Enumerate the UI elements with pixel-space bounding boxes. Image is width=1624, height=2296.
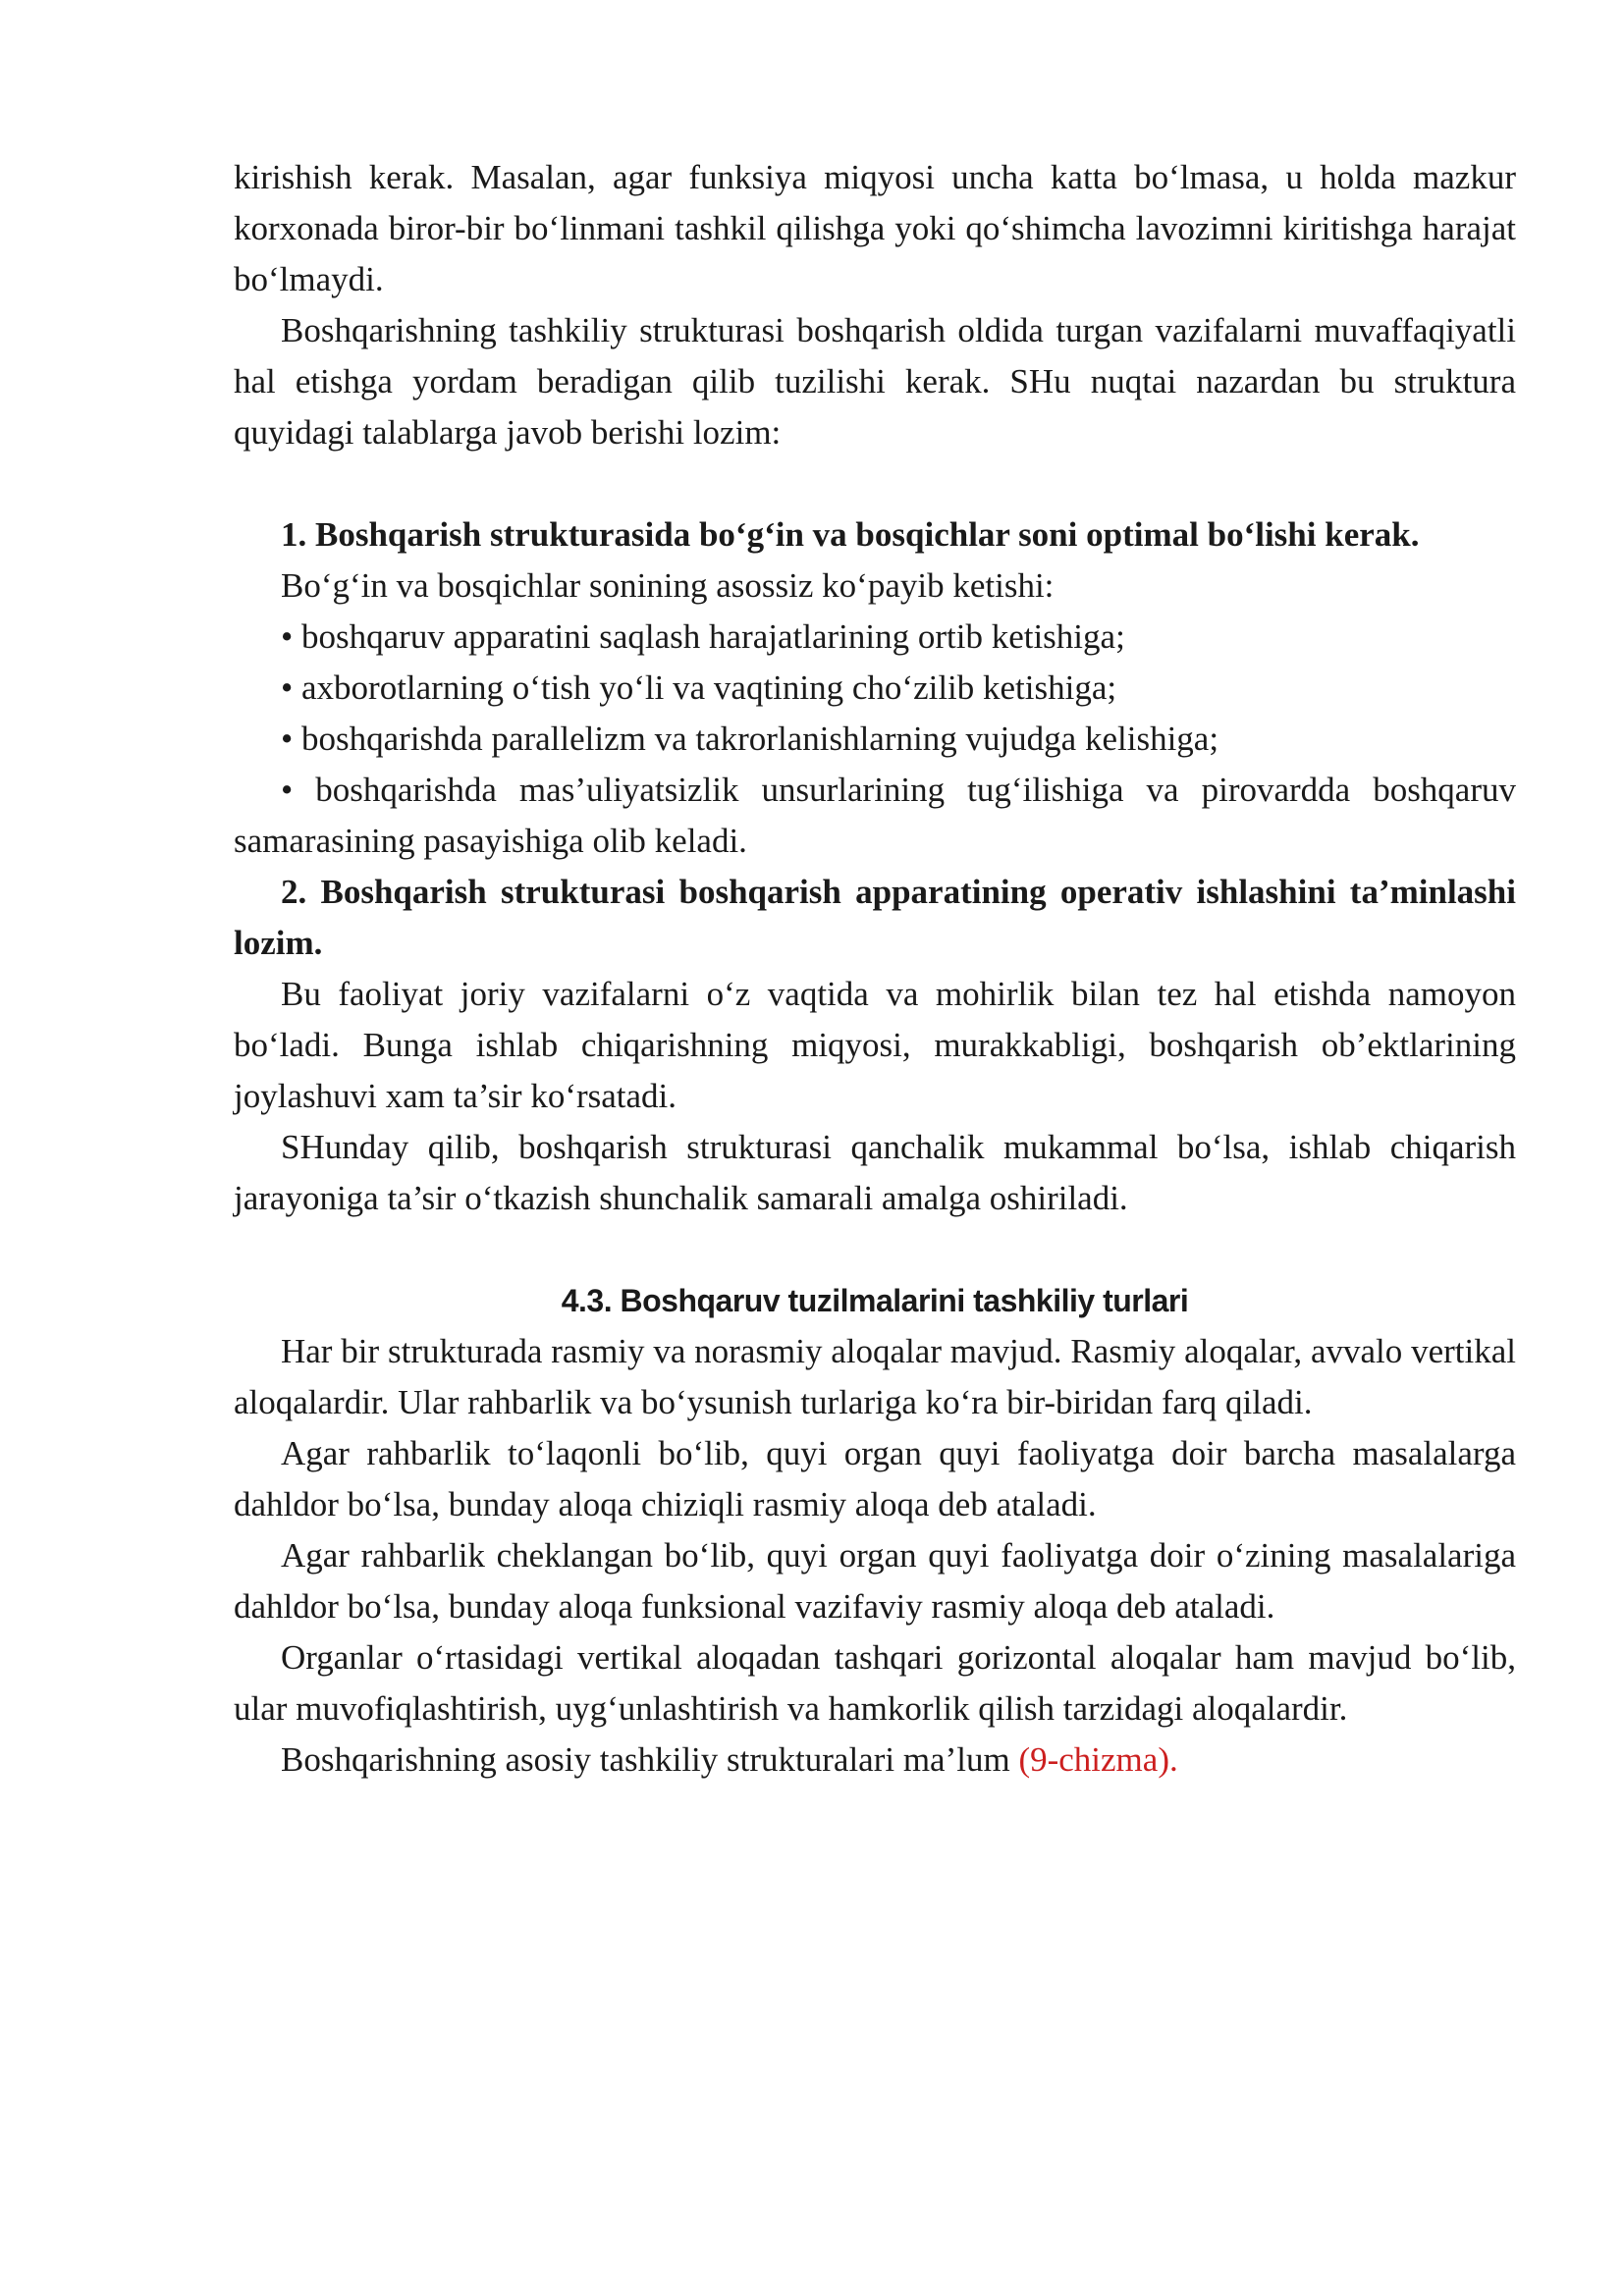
bullet-item-costs: • boshqaruv apparatini saqlash harajatlarining ortib ketishiga;: [281, 617, 1125, 656]
section-spacer: [234, 1224, 1516, 1275]
paragraph-formal-links: Har bir strukturada rasmiy va norasmiy aloqalar mavjud. Rasmiy aloqalar, avvalo vertikal aloqalardir. Ular rahbarlik va bo‘ysunish turlariga ko‘ra bir-biridan farq qiladi.: [234, 1332, 1516, 1421]
section-title: 4.3. Boshqaruv tuzilmalarini tashkiliy turlari: [561, 1283, 1189, 1318]
paragraph-main-structures: [234, 1735, 1516, 1786]
paragraph-spacer: [234, 458, 1516, 509]
paragraph-structure-requirements: Boshqarishning tashkiliy strukturasi boshqarish oldida turgan vazifalarni muvaffaqiyatli hal etishga yordam beradigan qilib tuzilishi kerak. SHu nuqtai nazardan bu struktura quyidagi talablarga javob berishi lozim:: [234, 311, 1516, 452]
paragraph-main-structures-text: Boshqarishning asosiy tashkiliy strukturalari ma’lum: [281, 1740, 1019, 1779]
paragraph-conclusion: SHunday qilib, boshqarish strukturasi qanchalik mukammal bo‘lsa, ishlab chiqarish jarayoniga ta’sir o‘tkazish shunchalik samarali amalga oshiriladi.: [234, 1128, 1516, 1217]
requirement-heading-1: 1. Boshqarish strukturasida bo‘g‘in va bosqichlar soni optimal bo‘lishi kerak.: [281, 515, 1420, 554]
requirement-heading-2: 2. Boshqarish strukturasi boshqarish apparatining operativ ishlashini ta’minlashi lozim.: [234, 873, 1516, 962]
paragraph-functional-link: Agar rahbarlik cheklangan bo‘lib, quyi organ quyi faoliyatga doir o‘zining masalalariga dahldor bo‘lsa, bunday aloqa funksional vazifaviy rasmiy aloqa deb ataladi.: [234, 1536, 1516, 1626]
paragraph-continuation: kirishish kerak. Masalan, agar funksiya miqyosi uncha katta bo‘lmasa, u holda mazkur korxonada biror-bir bo‘linmani tashkil qilishga yoki qo‘shimcha lavozimni kiritishga harajat bo‘lmaydi.: [234, 158, 1516, 298]
document-body: [234, 152, 1516, 1786]
paragraph-consequences-intro: Bo‘g‘in va bosqichlar sonining asossiz ko‘payib ketishi:: [281, 566, 1055, 605]
paragraph-horizontal-links: Organlar o‘rtasidagi vertikal aloqadan tashqari gorizontal aloqalar ham mavjud bo‘lib, ular muvofiqlashtirish, uyg‘unlashtirish va hamkorlik qilish tarzidagi aloqalardir.: [234, 1638, 1516, 1728]
figure-reference: (9-chizma).: [1018, 1740, 1178, 1779]
paragraph-linear-link: Agar rahbarlik to‘laqonli bo‘lib, quyi organ quyi faoliyatga doir barcha masalalarga dahldor bo‘lsa, bunday aloqa chiziqli rasmiy aloqa deb ataladi.: [234, 1434, 1516, 1523]
bullet-item-irresponsibility: • boshqarishda mas’uliyatsizlik unsurlarining tug‘ilishiga va pirovardda boshqaruv samarasining pasayishiga olib keladi.: [234, 771, 1516, 860]
paragraph-operative-activity: Bu faoliyat joriy vazifalarni o‘z vaqtida va mohirlik bilan tez hal etishda namoyon bo‘ladi. Bunga ishlab chiqarishning miqyosi, murakkabligi, boshqarish ob’ektlarining joylashuvi xam ta’sir ko‘rsatadi.: [234, 975, 1516, 1115]
bullet-item-information-path: • axborotlarning o‘tish yo‘li va vaqtining cho‘zilib ketishiga;: [281, 668, 1117, 707]
bullet-item-parallelism: • boshqarishda parallelizm va takrorlanishlarning vujudga kelishiga;: [281, 720, 1219, 758]
